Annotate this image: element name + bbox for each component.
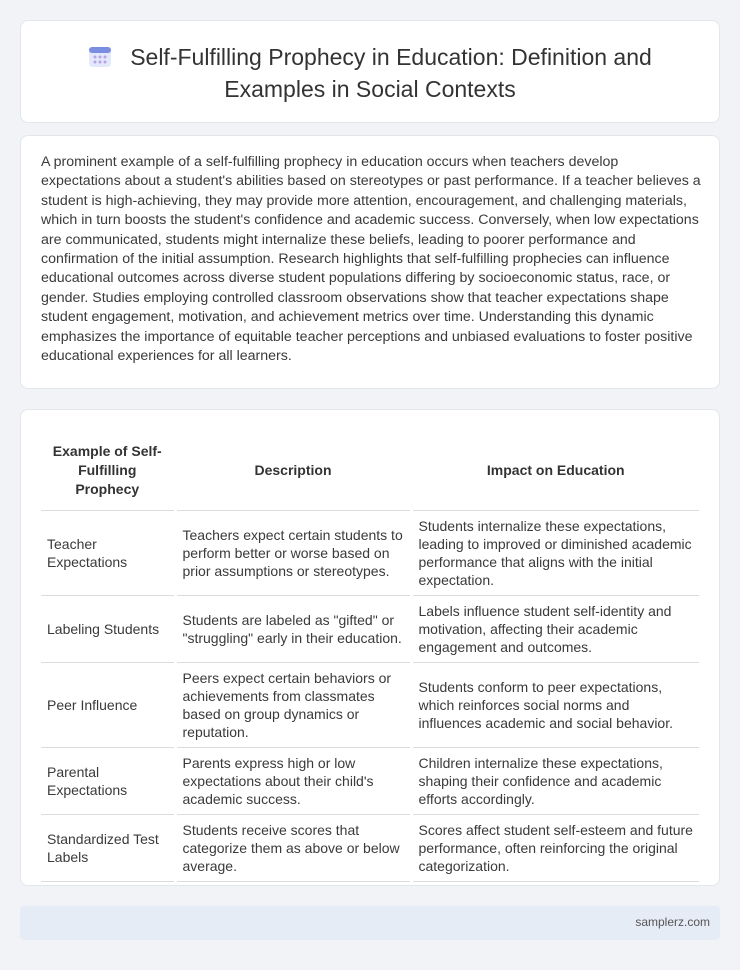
row-impact: Scores affect student self-esteem and future performance, often reinforcing the original categorization. (411, 814, 699, 881)
row-example: Labeling Students (41, 595, 175, 662)
table-row (41, 662, 699, 747)
row-example: Peer Influence (41, 662, 175, 747)
row-description: Parents express high or low expectations about their child's academic success. (175, 747, 411, 814)
row-impact: Labels influence student self-identity and motivation, affecting their academic engagement and outcomes. (411, 595, 699, 662)
header-impact: Impact on Education (411, 432, 699, 510)
row-example: Standardized Test Labels (41, 814, 175, 881)
row-impact: Children internalize these expectations, shaping their confidence and academic efforts accordingly. (411, 747, 699, 814)
row-description: Students are labeled as "gifted" or "struggling" early in their education. (175, 595, 411, 662)
row-description: Students receive scores that categorize them as above or below average. (175, 814, 411, 881)
footer (20, 906, 720, 940)
title-wrap (21, 43, 719, 104)
row-example: Teacher Expectations (41, 510, 175, 595)
footer-site-link[interactable]: samplerz.com (635, 915, 710, 929)
header-example: Example of Self-Fulfilling Prophecy (41, 432, 175, 510)
table-header-row (41, 432, 699, 510)
examples-table (41, 432, 699, 882)
title-card (20, 20, 720, 123)
title-line-2: Examples in Social Contexts (224, 76, 516, 102)
table-row (41, 814, 699, 881)
row-description: Peers expect certain behaviors or achievements from classmates based on group dynamics or reputation. (175, 662, 411, 747)
header-description: Description (175, 432, 411, 510)
row-impact: Students conform to peer expectations, which reinforces social norms and influences academic and social behavior. (411, 662, 699, 747)
page-title (21, 43, 719, 104)
row-description: Teachers expect certain students to perform better or worse based on prior assumptions or stereotypes. (175, 510, 411, 595)
intro-card (20, 135, 720, 389)
row-impact: Students internalize these expectations, leading to improved or diminished academic performance that aligns with the initial expectation. (411, 510, 699, 595)
table-row (41, 747, 699, 814)
row-example: Parental Expectations (41, 747, 175, 814)
table-row (41, 510, 699, 595)
calendar-icon (88, 46, 112, 75)
intro-paragraph: A prominent example of a self-fulfilling prophecy in education occurs when teachers develop expectations about a student's abilities based on stereotypes or past performance. If a teacher believes a student is high-achieving, they may provide more attention, encouragement, and challenging materials, which in turn boosts the student's confidence and academic success. Conversely, when low expectations are communicated, students might internalize these beliefs, leading to poorer performance and confirmation of the initial assumption. Research highlights that self-fulfilling prophecies can influence educational outcomes across diverse student populations differing by socioeconomic status, race, or gender. Studies employing controlled classroom observations show that teacher expectations shape student engagement, motivation, and achievement metrics over time. Understanding this dynamic emphasizes the importance of equitable teacher perceptions and unbiased evaluations to foster positive educational experiences for all learners. (41, 154, 701, 365)
table-row (41, 595, 699, 662)
table-card (20, 409, 720, 886)
title-line-1: Self-Fulfilling Prophecy in Education: Definition and (130, 44, 652, 70)
